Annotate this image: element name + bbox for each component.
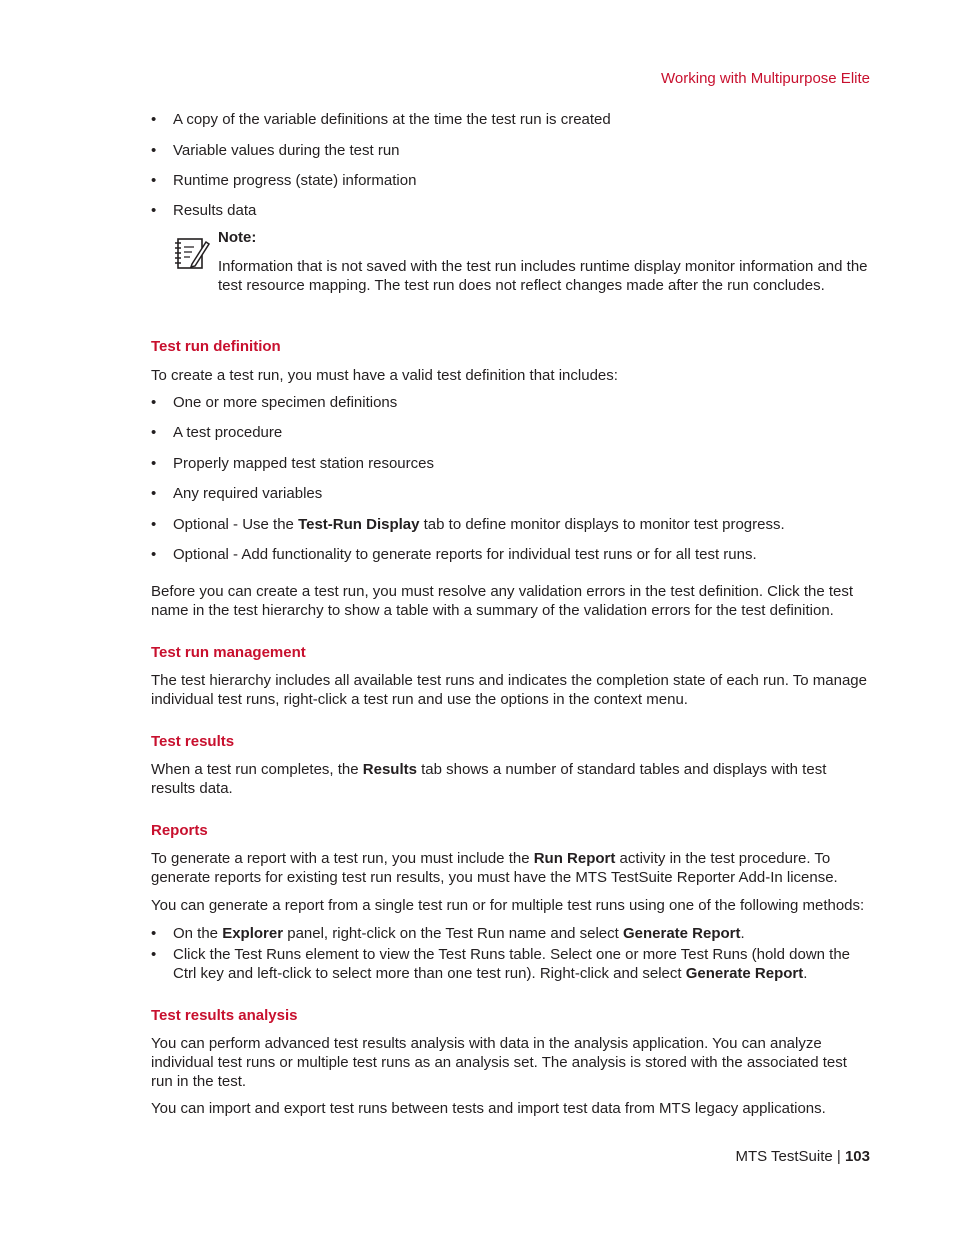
list-item-text: Any required variables — [173, 485, 323, 502]
bullet: • — [151, 946, 157, 963]
bullet: • — [151, 172, 157, 189]
paragraph: Before you can create a test run, you must resolve any validation errors in the test definition. Click the test name in the test hierarchy to show a table with a summary of the validation errors for the test definition. — [151, 583, 854, 619]
note-body: Information that is not saved with the test run includes runtime display monitor information and the test resource mapping. The test run does not reflect changes made after the run concludes. — [218, 258, 868, 294]
ui-term: Generate Report — [622, 925, 741, 942]
paragraph: You can perform advanced test results analysis with data in the analysis application. You can analyze individual test runs or multiple test runs as an analysis set. The analysis is stored with the associated test run in the test. — [151, 1035, 847, 1090]
note-title: Note: — [218, 229, 257, 246]
paragraph: You can generate a report from a single test run or for multiple test runs using one of the following methods: — [151, 897, 865, 914]
bullet: • — [151, 394, 157, 411]
list-item-text: Variable values during the test run — [173, 142, 400, 159]
bullet: • — [151, 516, 157, 533]
list-item-text: Optional - Use the Test-Run Display tab to define monitor displays to monitor test progress. — [173, 516, 785, 533]
list-item-text: Optional - Add functionality to generate reports for individual test runs or for all test runs. — [173, 546, 757, 563]
list-item-text: Results data — [173, 202, 257, 219]
page-footer — [735, 1148, 870, 1165]
list-item-text: Click the Test Runs element to view the Test Runs table. Select one or more Test Runs (hold down the Ctrl key and left-click to select more than one test run). Right-click and select Generate Report. — [173, 946, 851, 982]
list-item-text: A test procedure — [173, 424, 283, 441]
bullet: • — [151, 546, 157, 563]
ui-term: Run Report — [533, 850, 616, 867]
bullet: • — [151, 455, 157, 472]
page-number: 103 — [844, 1148, 870, 1165]
section-heading: Test results — [151, 733, 235, 750]
bullet: • — [151, 925, 157, 942]
section-heading: Test results analysis — [151, 1007, 298, 1024]
bullet: • — [151, 485, 157, 502]
note-pad-icon — [172, 234, 210, 272]
paragraph: To generate a report with a test run, you must include the Run Report activity in the test procedure. To generate reports for existing test run results, you must have the MTS TestSuite Reporter Add-In license. — [151, 850, 838, 886]
paragraph: When a test run completes, the Results tab shows a number of standard tables and displays with test results data. — [151, 761, 827, 797]
ui-term: Test-Run Display — [298, 516, 420, 533]
footer-product: MTS TestSuite | — [735, 1148, 845, 1165]
list-item-text: Runtime progress (state) information — [173, 172, 417, 189]
list-item-text: Properly mapped test station resources — [173, 455, 434, 472]
section-heading: Test run management — [151, 644, 306, 661]
list-item-text: A copy of the variable definitions at the time the test run is created — [173, 111, 611, 128]
list-item-text: One or more specimen definitions — [173, 394, 398, 411]
paragraph: The test hierarchy includes all available test runs and indicates the completion state of each run. To manage individual test runs, right-click a test run and use the options in the context menu. — [151, 672, 867, 708]
bullet: • — [151, 424, 157, 441]
ui-term: Generate Report — [685, 965, 804, 982]
section-heading: Test run definition — [151, 338, 281, 355]
bullet: • — [151, 202, 157, 219]
ui-term: Results — [362, 761, 417, 778]
bullet: • — [151, 142, 157, 159]
bullet: • — [151, 111, 157, 128]
ui-term: Explorer — [222, 925, 284, 942]
list-item-text: On the Explorer panel, right-click on the Test Run name and select Generate Report. — [173, 925, 745, 942]
section-heading: Reports — [151, 822, 208, 839]
paragraph: You can import and export test runs between tests and import test data from MTS legacy applications. — [151, 1100, 826, 1117]
running-head: Working with Multipurpose Elite — [661, 70, 870, 87]
paragraph: To create a test run, you must have a valid test definition that includes: — [151, 367, 618, 384]
